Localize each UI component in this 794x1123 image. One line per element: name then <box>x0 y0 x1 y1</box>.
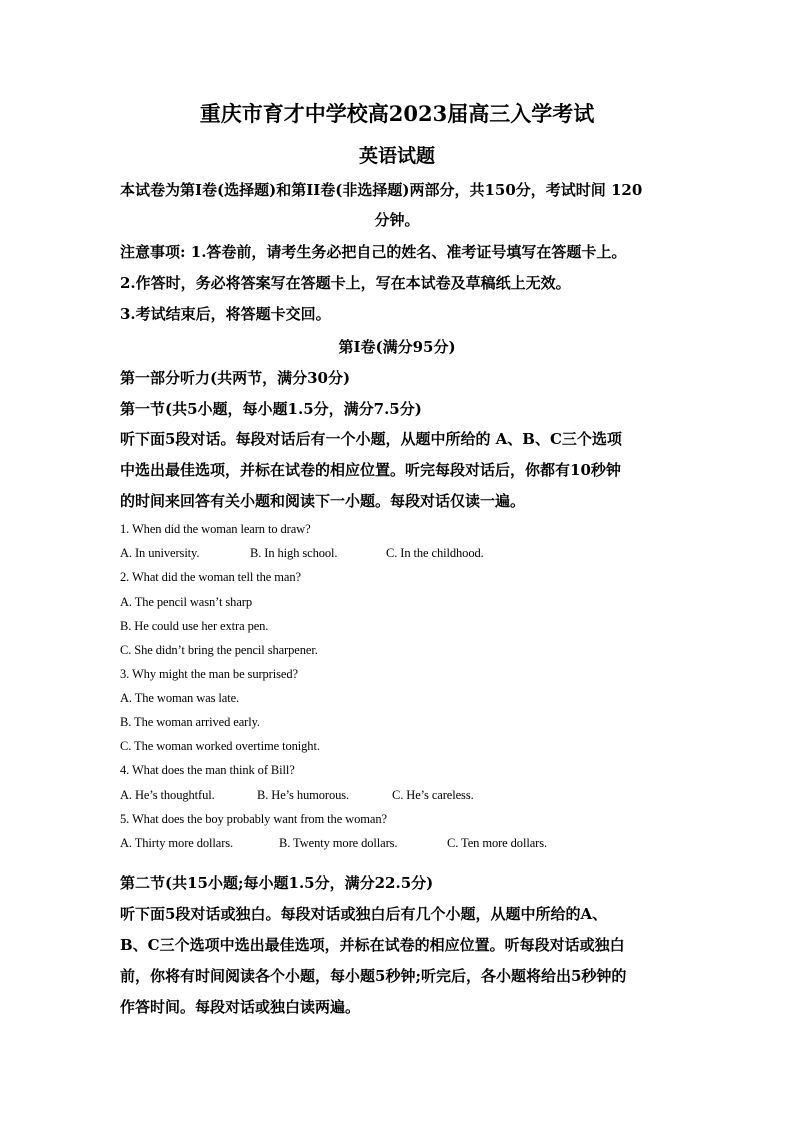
question-2-stem: 2. What did the woman tell the man? <box>120 570 301 584</box>
section-1-instruction-line-1: 听下面5段对话。每段对话后有一个小题，从题中所给的 A、B、C三个选项 <box>120 430 622 448</box>
section-2-instruction-line-1: 听下面5段对话或独白。每段对话或独白后有几个小题，从题中所给的A、 <box>120 905 608 923</box>
question-4-stem: 4. What does the man think of Bill? <box>120 763 295 777</box>
question-5-stem: 5. What does the boy probably want from the woman? <box>120 812 387 826</box>
question-5-option-c: C. Ten more dollars. <box>447 836 548 850</box>
section-2-instruction-line-3: 前，你将有时间阅读各个小题，每小题5秒钟;听完后，各小题将给出5秒钟的 <box>120 967 627 985</box>
question-1-stem: 1. When did the woman learn to draw? <box>120 522 311 536</box>
notice-1: 注意事项: 1.答卷前，请考生务必把自己的姓名、准考证号填写在答题卡上。 <box>120 243 627 261</box>
question-1-option-a: A. In university. <box>120 546 200 560</box>
question-3-option-c: C. The woman worked overtime tonight. <box>120 739 320 753</box>
section-1-heading: 第一节(共5小题，每小题1.5分，满分7.5分) <box>120 400 422 418</box>
question-4-option-b: B. He’s humorous. <box>257 788 350 802</box>
section-1-instruction-line-2: 中选出最佳选项，并标在试卷的相应位置。听完每段对话后，你都有10秒钟 <box>120 461 621 479</box>
question-4-option-c: C. He’s careless. <box>392 788 474 802</box>
question-4-option-a: A. He’s thoughtful. <box>120 788 215 802</box>
question-5-option-a: A. Thirty more dollars. <box>120 836 234 850</box>
volume-1-heading: 第I卷(满分95分) <box>338 338 456 356</box>
notice-2: 2.作答时，务必将答案写在答题卡上，写在本试卷及草稿纸上无效。 <box>120 274 571 292</box>
question-5-option-b: B. Twenty more dollars. <box>279 836 398 850</box>
exam-title: 重庆市育才中学校高2023届高三入学考试 <box>199 101 595 126</box>
intro-line-2: 分钟。 <box>374 211 420 229</box>
question-2-option-a: A. The pencil wasn’t sharp <box>120 595 252 609</box>
question-2-option-b: B. He could use her extra pen. <box>120 619 269 633</box>
question-2-option-c: C. She didn’t bring the pencil sharpener. <box>120 643 318 657</box>
question-3-stem: 3. Why might the man be surprised? <box>120 667 298 681</box>
question-1-option-b: B. In high school. <box>250 546 338 560</box>
section-1-instruction-line-3: 的时间来回答有关小题和阅读下一小题。每段对话仅读一遍。 <box>120 492 526 510</box>
section-2-heading: 第二节(共15小题;每小题1.5分，满分22.5分) <box>120 874 434 892</box>
notice-3: 3.考试结束后，将答题卡交回。 <box>120 305 331 323</box>
question-1-option-c: C. In the childhood. <box>386 546 484 560</box>
question-3-option-b: B. The woman arrived early. <box>120 715 260 729</box>
question-3-option-a: A. The woman was late. <box>120 691 240 705</box>
intro-line-1: 本试卷为第I卷(选择题)和第II卷(非选择题)两部分，共150分，考试时间 120 <box>120 181 643 199</box>
exam-subtitle: 英语试题 <box>358 145 435 167</box>
section-2-instruction-line-2: B、C三个选项中选出最佳选项，并标在试卷的相应位置。听每段对话或独白 <box>120 936 625 954</box>
part-1-heading: 第一部分听力(共两节，满分30分) <box>120 369 351 387</box>
section-2-instruction-line-4: 作答时间。每段对话或独白读两遍。 <box>120 998 361 1016</box>
